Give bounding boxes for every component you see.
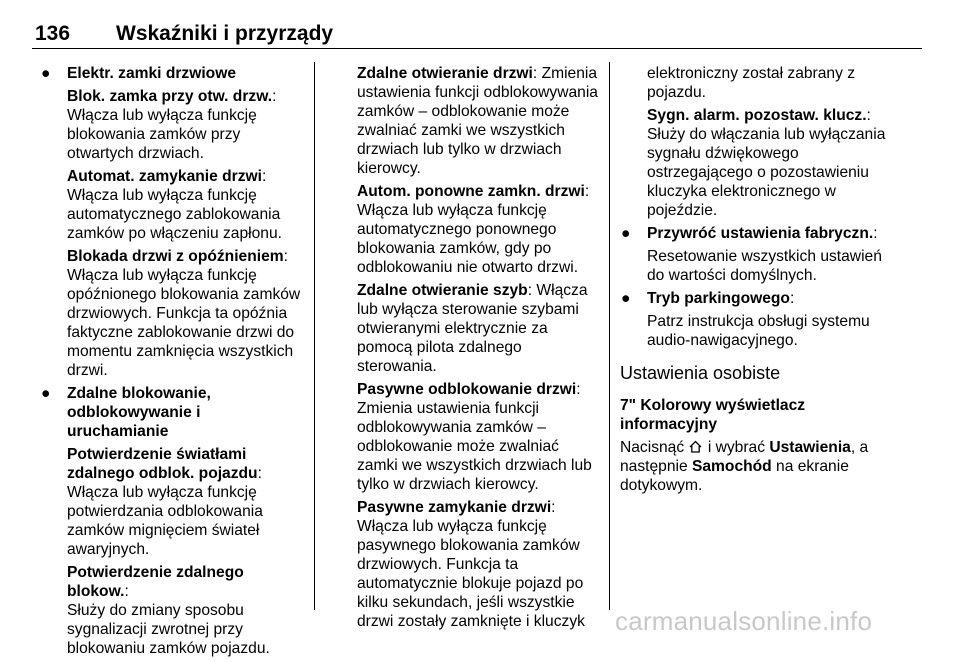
setting-item: Potwierdzenie zdalnego blokow.: Służy do zmiany sposobu sygnalizacji zwrotnej przy blokowaniu zamków pojazdu. bbox=[67, 564, 270, 657]
instruction-paragraph: Nacisnąć i wybrać Ustawienia, a następnie Samochód na ekranie dotykowym. bbox=[620, 439, 869, 494]
column-divider-1 bbox=[314, 62, 315, 610]
setting-term: Automat. zamykanie drzwi bbox=[67, 168, 262, 185]
setting-item: Potwierdzenie światłami zdalnego odblok. pojazdu: Włącza lub wyłącza funkcję potwierdzania odblokowania zamków mignięciem świateł awaryjnych. bbox=[67, 446, 263, 558]
setting-description: Służy do zmiany sposobu sygnalizacji zwrotnej przy blokowaniu zamków pojazdu. bbox=[67, 602, 270, 657]
setting-description: Włącza lub wyłącza funkcję automatycznego zablokowania zamków po włączeniu zapłonu. bbox=[67, 187, 282, 242]
setting-description: : Włącza lub wyłącza sterowanie szybami otwieranymi elektrycznie za pomocą pilota zdalnego sterowania. bbox=[357, 282, 588, 375]
bullet-title: Elektr. zamki drzwiowe bbox=[67, 65, 236, 82]
setting-term: Zdalne otwieranie drzwi bbox=[357, 65, 533, 82]
setting-term: Sygn. alarm. pozostaw. klucz. bbox=[647, 107, 867, 124]
page-header bbox=[0, 0, 960, 48]
column-3 bbox=[620, 64, 892, 499]
setting-term: Blokada drzwi z opóźnieniem bbox=[67, 248, 284, 265]
setting-item: Blokada drzwi z opóźnieniem: Włącza lub wyłącza funkcję opóźnionego blokowania zamków drzwiowych. Funkcja ta opóźnia faktyczne zablokowanie drzwi do momentu zamknięcia wszystkich drzwi. bbox=[67, 248, 301, 379]
setting-term: Zdalne otwieranie szyb bbox=[357, 282, 528, 299]
setting-item bbox=[357, 182, 601, 277]
setting-description: Włącza lub wyłącza funkcję blokowania zamków przy otwartych drzwiach. bbox=[67, 107, 257, 162]
sub-heading: 7" Kolorowy wyświetlacz informacyjny bbox=[620, 397, 806, 433]
setting-description: : Zmienia ustawienia funkcji odblokowywania zamków – odblokowanie może zwalniać zamki we wszystkich drzwiach lub tylko w drzwiach kierowcy. bbox=[357, 381, 592, 493]
column-1 bbox=[40, 64, 306, 662]
bullet-title: Zdalne blokowanie, odblokowywanie i uruchamianie bbox=[67, 385, 211, 440]
page-number: 136 bbox=[35, 22, 71, 45]
setting-item bbox=[357, 281, 601, 376]
setting-item: Automat. zamykanie drzwi: Włącza lub wyłącza funkcję automatycznego zablokowania zamków po włączeniu zapłonu. bbox=[67, 168, 282, 242]
setting-description: : Zmienia ustawienia funkcji odblokowywania zamków – odblokowanie może zwalniać zamki we wszystkich drzwiach lub tylko w drzwiach kierowcy. bbox=[357, 65, 598, 177]
setting-item: Blok. zamka przy otw. drzw.: Włącza lub wyłącza funkcję blokowania zamków przy otwartych drzwiach. bbox=[67, 88, 277, 162]
home-icon bbox=[688, 439, 703, 454]
watermark: carmanualsonline.info bbox=[615, 606, 873, 636]
setting-item bbox=[357, 498, 601, 631]
setting-item bbox=[357, 64, 601, 178]
bullet-icon: ● bbox=[621, 290, 631, 307]
header-rule bbox=[32, 48, 922, 49]
page-title: Wskaźniki i przyrządy bbox=[116, 22, 334, 45]
setting-item bbox=[357, 380, 601, 494]
setting-description: Patrz instrukcja obsługi systemu audio-nawigacyjnego. bbox=[647, 313, 870, 349]
setting-description: Resetowanie wszystkich ustawień do wartości domyślnych. bbox=[647, 248, 882, 284]
setting-description: Włącza lub wyłącza funkcję potwierdzania odblokowania zamków mignięciem świateł awaryjnych. bbox=[67, 484, 263, 558]
setting-item: Sygn. alarm. pozostaw. klucz.: Służy do włączania lub wyłączania sygnału dźwiękowego ostrzegającego o pozostawieniu kluczyka elektronicznego w pojeździe. bbox=[647, 107, 886, 219]
list-item: ● Tryb parkingowego: bbox=[621, 290, 795, 307]
setting-description: Służy do włączania lub wyłączania sygnału dźwiękowego ostrzegającego o pozostawieniu kluczyka elektronicznego w pojeździe. bbox=[647, 126, 886, 219]
section-heading: Ustawienia osobiste bbox=[620, 363, 781, 383]
setting-term: Potwierdzenie zdalnego blokow. bbox=[67, 564, 244, 600]
bullet-icon: ● bbox=[41, 385, 51, 402]
bullet-title: Przywróć ustawienia fabryczn. bbox=[647, 225, 874, 242]
continued-text: elektroniczny został zabrany z pojazdu. bbox=[647, 65, 856, 101]
list-item: ● Przywróć ustawienia fabryczn.: bbox=[621, 225, 878, 242]
setting-description: Włącza lub wyłącza funkcję opóźnionego blokowania zamków drzwiowych. Funkcja ta opóźnia faktyczne zablokowanie drzwi do momentu zamknięcia wszystkich drzwi. bbox=[67, 267, 301, 379]
setting-term: Pasywne odblokowanie drzwi bbox=[357, 381, 577, 398]
bullet-icon: ● bbox=[621, 225, 631, 242]
menu-name: Ustawienia bbox=[769, 439, 851, 456]
list-item bbox=[40, 64, 306, 83]
setting-term: Autom. ponowne zamkn. drzwi bbox=[357, 183, 585, 200]
column-divider-2 bbox=[609, 62, 610, 610]
setting-description: : Włącza lub wyłącza funkcję pasywnego blokowania zamków drzwiowych. Funkcja ta automatycznie blokuje pojazd po kilku sekundach, jeśli wszystkie drzwi zostały zamknięte i kluczyk bbox=[357, 499, 585, 630]
setting-description: : Włącza lub wyłącza funkcję automatycznego ponownego blokowania zamków, gdy po odblokowaniu nie otwarto drzwi. bbox=[357, 183, 590, 276]
bullet-title: Tryb parkingowego bbox=[647, 290, 790, 307]
menu-name: Samochód bbox=[691, 458, 772, 475]
bullet-icon: ● bbox=[41, 65, 51, 82]
setting-term: Blok. zamka przy otw. drzw. bbox=[67, 88, 273, 105]
list-item bbox=[40, 384, 306, 441]
column-2 bbox=[357, 64, 601, 635]
setting-term: Potwierdzenie światłami zdalnego odblok. pojazdu bbox=[67, 446, 258, 482]
setting-term: Pasywne zamykanie drzwi bbox=[357, 499, 552, 516]
